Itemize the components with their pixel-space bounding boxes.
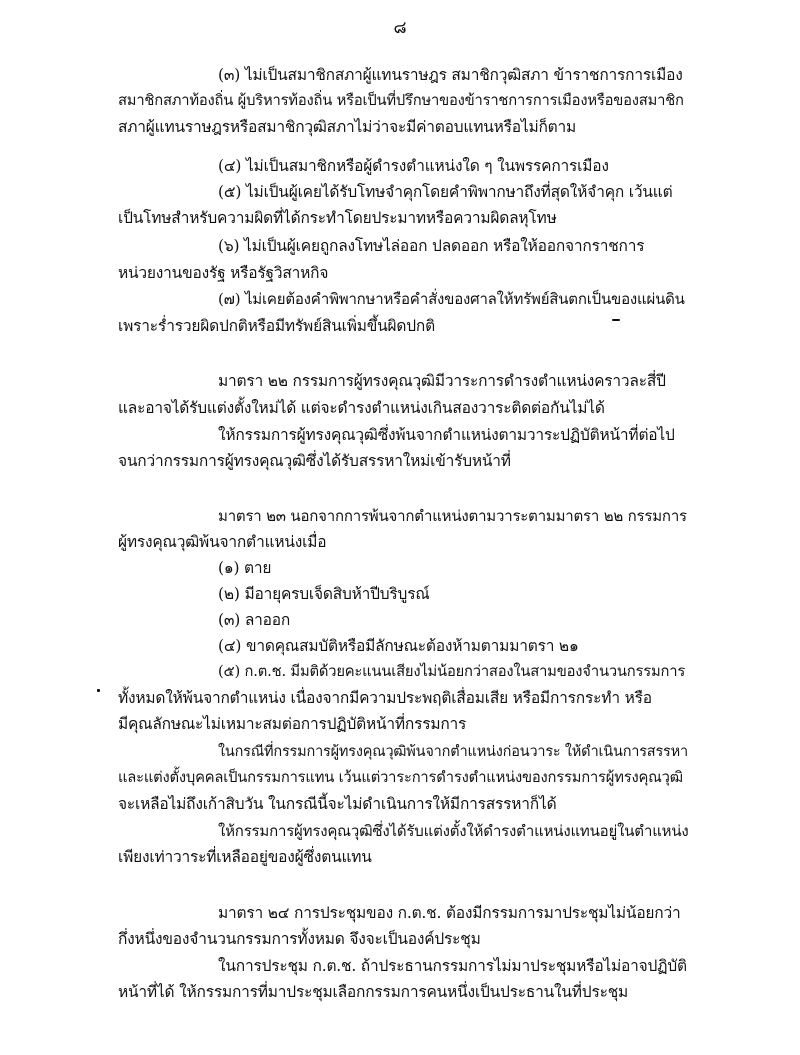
qualification-item-5-cont: เป็นโทษสำหรับความผิดที่ได้กระทำโดยประมาทหรือความผิดลหุโทษ xyxy=(118,209,557,227)
qualification-item-3-cont: สภาผู้แทนราษฎรหรือสมาชิกวุฒิสภาไม่ว่าจะมีค่าตอบแทนหรือไม่ก็ตาม xyxy=(118,118,577,136)
section-22-paragraph-2-cont: จนกว่ากรรมการผู้ทรงคุณวุฒิซึ่งได้รับสรรหาใหม่เข้ารับหน้าที่ xyxy=(118,452,511,470)
section-24-paragraph-2: ในการประชุม ก.ต.ช. ถ้าประธานกรรมการไม่มาประชุมหรือไม่อาจปฏิบัติ xyxy=(218,957,687,975)
scan-mark xyxy=(612,319,620,321)
section-22-heading: มาตรา ๒๒ กรรมการผู้ทรงคุณวุฒิมีวาระการดำรงตำแหน่งคราวละสี่ปี xyxy=(218,372,666,390)
termination-item-2: (๒) มีอายุครบเจ็ดสิบห้าปีบริบูรณ์ xyxy=(218,585,430,603)
section-23-paragraph-3-cont: เพียงเท่าวาระที่เหลืออยู่ของผู้ซึ่งตนแทน xyxy=(118,848,372,866)
qualification-item-7: (๗) ไม่เคยต้องคำพิพากษาหรือคำสั่งของศาลให้ทรัพย์สินตกเป็นของแผ่นดิน xyxy=(218,290,685,308)
section-23-paragraph: ผู้ทรงคุณวุฒิพ้นจากตำแหน่งเมื่อ xyxy=(118,533,327,551)
section-23-paragraph-3: ให้กรรมการผู้ทรงคุณวุฒิซึ่งได้รับแต่งตั้งให้ดำรงตำแหน่งแทนอยู่ในตำแหน่ง xyxy=(218,822,689,840)
qualification-item-4: (๔) ไม่เป็นสมาชิกหรือผู้ดำรงตำแหน่งใด ๆ ในพรรคการเมือง xyxy=(218,157,609,175)
termination-item-1: (๑) ตาย xyxy=(218,559,272,577)
section-24-paragraph-2-cont: หน้าที่ได้ ให้กรรมการที่มาประชุมเลือกกรรมการคนหนึ่งเป็นประธานในที่ประชุม xyxy=(118,983,629,1001)
termination-item-3: (๓) ลาออก xyxy=(218,611,291,629)
section-24-paragraph: กึ่งหนึ่งของจำนวนกรรมการทั้งหมด จึงจะเป็นองค์ประชุม xyxy=(118,930,481,948)
scan-mark xyxy=(97,689,100,692)
termination-item-5: (๕) ก.ต.ช. มีมติด้วยคะแนนเสียงไม่น้อยกว่าสองในสามของจำนวนกรรมการ xyxy=(218,663,686,680)
page-number: ๘ xyxy=(393,18,407,38)
qualification-item-7-cont: เพราะร่ำรวยผิดปกติหรือมีทรัพย์สินเพิ่มขึ้นผิดปกติ xyxy=(118,317,435,335)
section-23-heading: มาตรา ๒๓ นอกจากการพ้นจากตำแหน่งตามวาระตามมาตรา ๒๒ กรรมการ xyxy=(218,507,687,525)
section-22-paragraph: และอาจได้รับแต่งตั้งใหม่ได้ แต่จะดำรงตำแหน่งเกินสองวาระติดต่อกันไม่ได้ xyxy=(118,399,605,417)
termination-item-4: (๔) ขาดคุณสมบัติหรือมีลักษณะต้องห้ามตามมาตรา ๒๑ xyxy=(218,637,579,655)
section-23-paragraph-2-cont: จะเหลือไม่ถึงเก้าสิบวัน ในกรณีนี้จะไม่ดำเนินการให้มีการสรรหาก็ได้ xyxy=(118,795,557,813)
section-22-paragraph-2: ให้กรรมการผู้ทรงคุณวุฒิซึ่งพ้นจากตำแหน่งตามวาระปฏิบัติหน้าที่ต่อไป xyxy=(218,426,675,444)
qualification-item-3: (๓) ไม่เป็นสมาชิกสภาผู้แทนราษฎร สมาชิกวุฒิสภา ข้าราชการการเมือง xyxy=(218,66,683,84)
qualification-item-3-cont: สมาชิกสภาท้องถิ่น ผู้บริหารท้องถิ่น หรือเป็นที่ปรึกษาของข้าราชการการเมืองหรือของสมาชิก xyxy=(118,92,684,109)
qualification-item-6: (๖) ไม่เป็นผู้เคยถูกลงโทษไล่ออก ปลดออก หรือให้ออกจากราชการ xyxy=(218,237,645,255)
section-23-paragraph-2: ในกรณีที่กรรมการผู้ทรงคุณวุฒิพ้นจากตำแหน่งก่อนวาระ ให้ดำเนินการสรรหา xyxy=(218,744,688,760)
termination-item-5-cont: มีคุณลักษณะไม่เหมาะสมต่อการปฏิบัติหน้าที่กรรมการ xyxy=(118,715,467,733)
section-24-heading: มาตรา ๒๔ การประชุมของ ก.ต.ช. ต้องมีกรรมการมาประชุมไม่น้อยกว่า xyxy=(218,904,681,922)
section-23-paragraph-2-cont: และแต่งตั้งบุคคลเป็นกรรมการแทน เว้นแต่วาระการดำรงตำแหน่งของกรรมการผู้ทรงคุณวุฒิ xyxy=(118,769,683,786)
qualification-item-5: (๕) ไม่เป็นผู้เคยได้รับโทษจำคุกโดยคำพิพากษาถึงที่สุดให้จำคุก เว้นแต่ xyxy=(218,183,673,201)
qualification-item-6-cont: หน่วยงานของรัฐ หรือรัฐวิสาหกิจ xyxy=(118,264,329,282)
termination-item-5-cont: ทั้งหมดให้พ้นจากตำแหน่ง เนื่องจากมีความประพฤติเสื่อมเสีย หรือมีการกระทำ หรือ xyxy=(118,689,652,707)
